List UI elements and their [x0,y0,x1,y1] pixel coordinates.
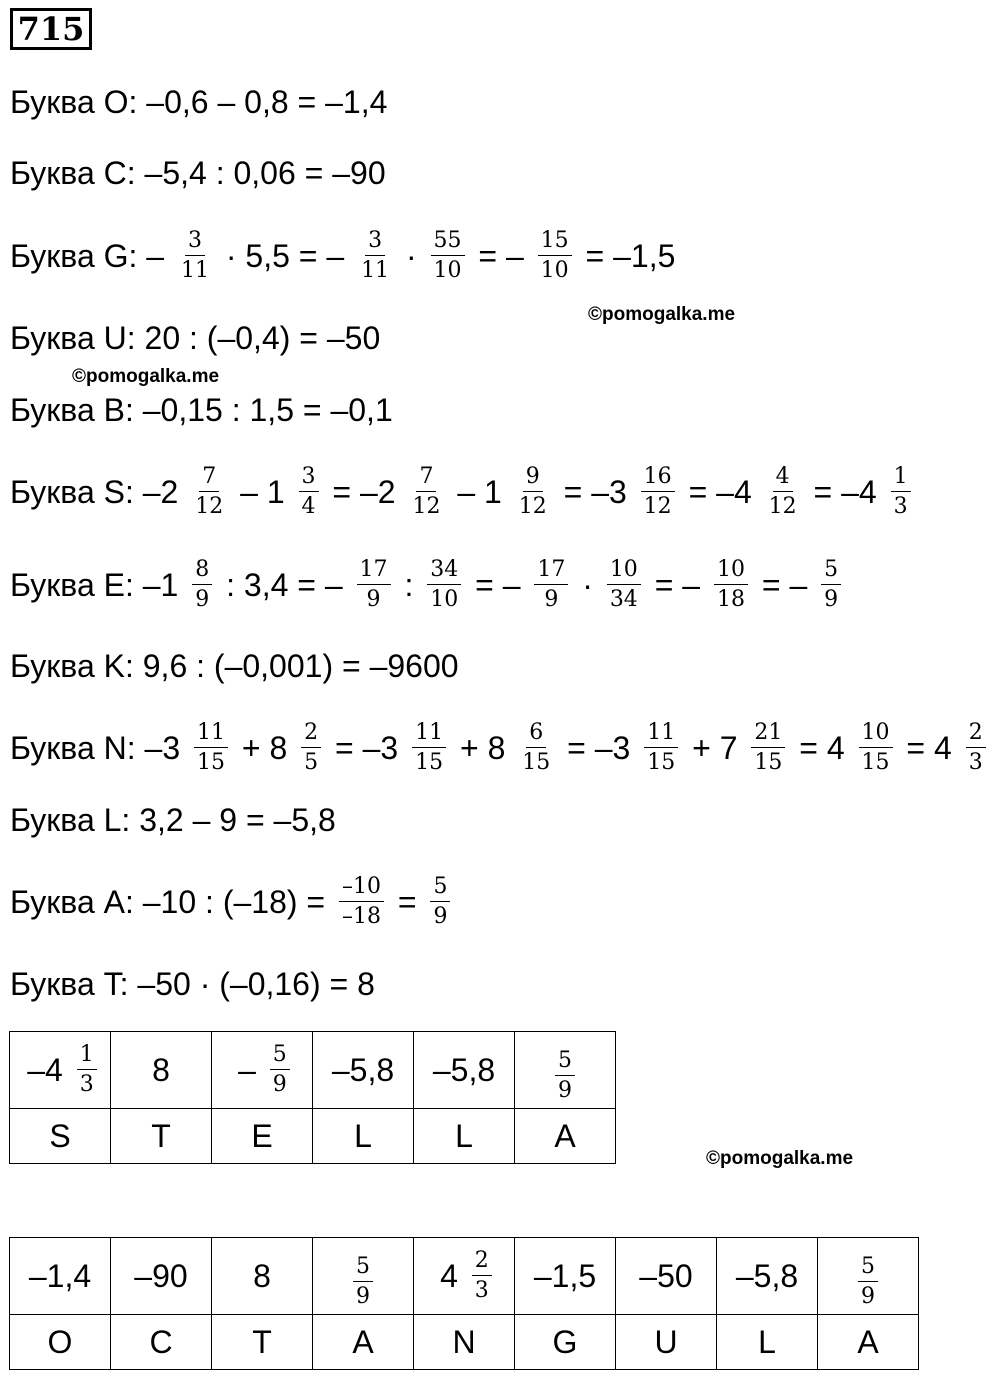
answer-table-stella [9,1031,616,1164]
fraction [430,875,450,929]
expression-text: –5,8 [322,1051,404,1088]
solution-line [10,636,467,696]
task-number: 715 [10,8,92,50]
fraction-denominator: 10 [540,258,569,283]
watermark: ©pomogalka.me [706,1148,854,1169]
fraction-numerator: –10 [339,875,384,902]
fraction-numerator: 1 [891,465,911,492]
fraction-numerator: 2 [301,721,321,748]
expression-text: = – [645,566,709,603]
fraction [339,875,384,929]
fraction-numerator: 4 [773,465,793,492]
letter-label: Буква S: [10,473,134,510]
fraction-denominator: –18 [341,904,381,929]
value-cell [515,1238,616,1315]
expression-text: = –3 [558,729,640,766]
expression-text: = – [752,566,817,603]
solution-line [10,718,991,778]
letter-cell: L [414,1109,515,1164]
expression-text: –10 : (–18) = [133,883,334,920]
fraction-numerator: 5 [555,1049,575,1076]
letter-cell: C [111,1315,212,1370]
letter-label: Буква U: [10,319,136,356]
expression-text: · 5,5 = – [216,237,354,274]
fraction-numerator: 3 [299,465,319,492]
expression-text: = –3 [326,729,408,766]
fraction-denominator: 9 [195,587,210,612]
letter-label: Буква T: [10,965,129,1002]
expression-text: –5,4 : 0,06 = –90 [135,154,395,191]
fraction-denominator: 12 [643,494,672,519]
letter-row [10,1109,616,1164]
fraction-numerator: 17 [534,558,568,585]
expression-text: – [137,237,173,274]
letter-cell: T [111,1109,212,1164]
fraction-numerator: 11 [194,721,228,748]
solution-line [10,226,684,286]
fraction-denominator: 15 [861,750,890,775]
fraction-denominator: 9 [544,587,559,612]
fraction [534,558,568,612]
value-cell [515,1032,616,1109]
answer-table-octangula [9,1237,919,1370]
fraction-numerator: 3 [185,229,205,256]
fraction [821,558,841,612]
fraction [607,558,641,612]
fraction-denominator: 9 [272,1072,287,1097]
fraction [301,721,321,775]
expression-text: = – [469,237,533,274]
expression-text: : 3,4 = – [217,566,352,603]
fraction-numerator: 9 [523,465,543,492]
fraction-denominator: 18 [716,587,745,612]
expression-text: 9,6 : (–0,001) = –9600 [133,647,468,684]
letter-cell: G [515,1315,616,1370]
expression-text: –50 [630,1257,702,1294]
fraction-numerator: 7 [199,465,219,492]
value-cell [10,1238,111,1315]
solution-line [10,143,395,203]
value-cell [111,1238,212,1315]
value-cell [10,1032,111,1109]
fraction-denominator: 11 [180,258,209,283]
fraction [472,1249,492,1303]
fraction-numerator: 5 [353,1255,373,1282]
fraction-numerator: 8 [192,558,212,585]
fraction-denominator: 10 [433,258,462,283]
letter-label: Буква E: [10,566,134,603]
letter-label: Буква K: [10,647,134,684]
fraction-numerator: 34 [427,558,461,585]
fraction [555,1049,575,1103]
solution-line [10,555,846,615]
letter-cell: S [10,1109,111,1164]
expression-text: 4 [431,1257,467,1294]
fraction-numerator: 11 [412,721,446,748]
letter-cell: E [212,1109,313,1164]
expression-text: – [229,1051,265,1088]
expression-text: = 4 [897,729,961,766]
letter-label: Буква B: [10,391,134,428]
fraction [751,721,785,775]
fraction [966,721,986,775]
solution-line [10,380,402,440]
fraction-numerator: 16 [641,465,675,492]
solution-line [10,462,916,522]
expression-text: = –4 [679,473,761,510]
value-cell [313,1238,414,1315]
value-cell [212,1238,313,1315]
fraction-denominator: 9 [558,1077,572,1103]
fraction [431,229,465,283]
fraction [192,465,226,519]
fraction-denominator: 11 [361,258,390,283]
value-row [10,1032,616,1109]
fraction-denominator: 3 [893,494,908,519]
letter-label: Буква A: [10,883,134,920]
fraction-denominator: 9 [356,1283,370,1309]
fraction-denominator: 34 [609,587,638,612]
expression-text: –4 [18,1051,72,1088]
fraction-numerator: 5 [821,558,841,585]
fraction [859,721,893,775]
expression-text: –3 [135,729,189,766]
letter-cell: L [313,1109,414,1164]
watermark: ©pomogalka.me [588,304,736,325]
value-cell [414,1238,515,1315]
fraction-numerator: 3 [365,229,385,256]
fraction-denominator: 15 [197,750,225,775]
expression-text: 8 [143,1051,179,1088]
expression-text: = –3 [554,473,636,510]
expression-text: –1,4 [19,1257,101,1294]
solution-line [10,954,384,1014]
fraction-denominator: 9 [861,1283,875,1309]
letter-label: Буква C: [10,154,136,191]
fraction-denominator: 3 [968,750,983,775]
fraction [766,465,800,519]
fraction-numerator: 1 [77,1043,97,1070]
expression-text: – 1 [448,473,511,510]
letter-cell: A [818,1315,919,1370]
fraction-numerator: 2 [966,721,986,748]
fraction [891,465,911,519]
fraction-denominator: 9 [824,587,839,612]
letter-cell: U [616,1315,717,1370]
fraction [412,721,446,775]
fraction [641,465,675,519]
expression-text: –90 [125,1257,197,1294]
fraction [270,1043,290,1097]
fraction-denominator: 9 [366,587,381,612]
letter-cell: A [515,1109,616,1164]
expression-text: = –4 [804,473,886,510]
fraction-numerator: 21 [751,721,785,748]
expression-text: · [397,237,426,274]
expression-text: 8 [244,1257,280,1294]
expression-text: –1,5 [524,1257,606,1294]
fraction [299,465,319,519]
expression-text: –1 [133,566,188,603]
expression-text: = [388,883,426,920]
fraction-denominator: 15 [754,750,783,775]
expression-text: – 1 [231,473,294,510]
expression-text: –2 [133,473,188,510]
value-cell [818,1238,919,1315]
expression-text: –0,6 – 0,8 = –1,4 [137,83,397,120]
fraction [358,229,392,283]
fraction-numerator: 6 [526,721,546,748]
fraction [77,1043,97,1097]
letter-cell: L [717,1315,818,1370]
fraction-numerator: 10 [714,558,748,585]
expression-text: –5,8 [423,1051,505,1088]
fraction [644,721,678,775]
expression-text: 3,2 – 9 = –5,8 [130,801,345,838]
fraction-numerator: 10 [607,558,641,585]
fraction-numerator: 5 [858,1255,878,1282]
fraction [192,558,212,612]
value-row [10,1238,919,1315]
fraction-denominator: 3 [79,1072,94,1097]
fraction-numerator: 5 [270,1043,290,1070]
watermark: ©pomogalka.me [72,366,220,387]
fraction-numerator: 15 [538,229,572,256]
expression-text: · [573,566,602,603]
letter-cell: O [10,1315,111,1370]
solution-line [10,308,389,368]
fraction-denominator: 10 [430,587,459,612]
expression-text: = –1,5 [576,237,685,274]
letter-cell: N [414,1315,515,1370]
fraction [714,558,748,612]
fraction-denominator: 12 [518,494,547,519]
expression-text: : [395,566,423,603]
expression-text: –0,15 : 1,5 = –0,1 [133,391,402,428]
solution-line [10,872,455,932]
letter-row [10,1315,919,1370]
fraction-denominator: 4 [301,494,316,519]
fraction [357,558,391,612]
letter-label: Буква N: [10,729,136,766]
fraction-numerator: 5 [430,875,450,902]
value-cell [717,1238,818,1315]
expression-text: = – [466,566,530,603]
expression-text: + 7 [683,729,747,766]
fraction-numerator: 10 [859,721,893,748]
fraction [538,229,572,283]
expression-text: –50 · (–0,16) = 8 [128,965,384,1002]
fraction [194,721,228,775]
fraction-denominator: 15 [415,750,444,775]
fraction [409,465,443,519]
fraction-numerator: 17 [357,558,391,585]
fraction-numerator: 7 [416,465,436,492]
fraction [516,465,550,519]
fraction-numerator: 11 [644,721,678,748]
value-cell [111,1032,212,1109]
fraction [178,229,212,283]
fraction-denominator: 3 [474,1278,489,1303]
letter-label: Буква G: [10,237,138,274]
letter-cell: A [313,1315,414,1370]
value-cell [212,1032,313,1109]
expression-text: + 8 [451,729,515,766]
fraction-denominator: 15 [647,750,676,775]
fraction-denominator: 12 [412,494,441,519]
fraction [858,1255,878,1309]
fraction [519,721,553,775]
value-cell [616,1238,717,1315]
fraction-numerator: 2 [472,1249,492,1276]
expression-text: –5,8 [726,1257,808,1294]
solution-line [10,790,345,850]
expression-text: 20 : (–0,4) = –50 [135,319,390,356]
fraction-denominator: 9 [433,904,448,929]
value-cell [414,1032,515,1109]
fraction [427,558,461,612]
fraction-denominator: 12 [768,494,797,519]
letter-label: Буква O: [10,83,138,120]
expression-text: = –2 [323,473,405,510]
letter-label: Буква L: [10,801,131,838]
fraction-denominator: 15 [522,750,551,775]
expression-text: = 4 [790,729,854,766]
fraction-denominator: 5 [304,750,319,775]
value-cell [313,1032,414,1109]
solution-line [10,72,396,132]
fraction [353,1255,373,1309]
fraction-numerator: 55 [431,229,465,256]
expression-text: + 8 [233,729,297,766]
letter-cell: T [212,1315,313,1370]
fraction-denominator: 12 [195,494,224,519]
